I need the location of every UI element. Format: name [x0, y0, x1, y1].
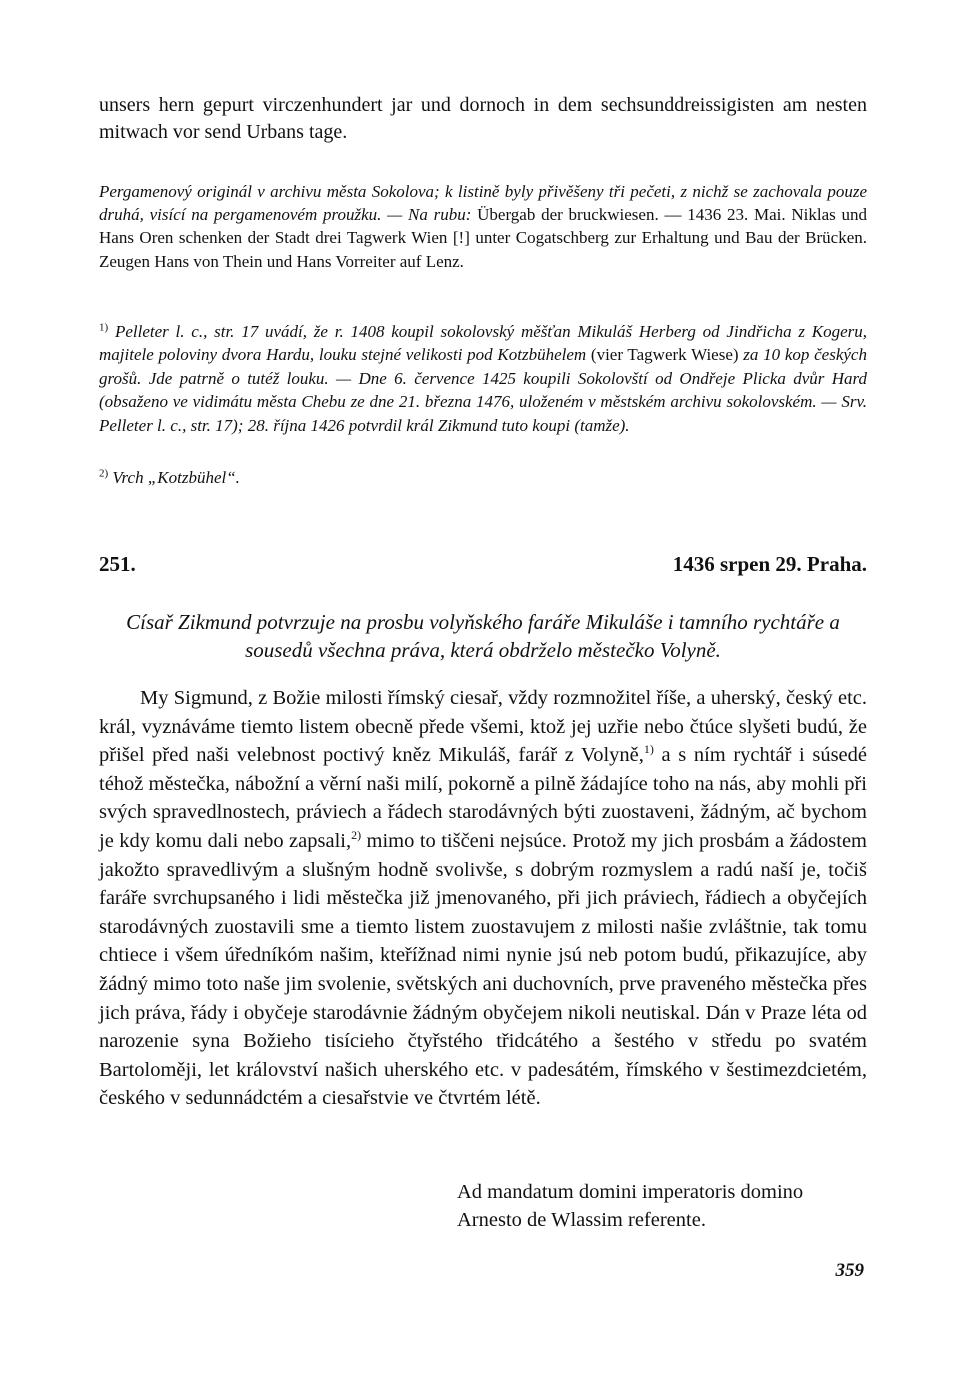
- document-date-place: 1436 srpen 29. Praha.: [672, 552, 867, 576]
- footnote-1-marker: 1): [99, 321, 109, 334]
- closing-line-1: Ad mandatum domini imperatoris domino: [457, 1181, 804, 1203]
- footnote-1-text-b: (vier Tagwerk Wiese): [590, 345, 739, 365]
- footnote-ref-2: 2): [351, 828, 362, 843]
- document-regest: Císař Zikmund potvrzuje na prosbu volyňského faráře Mikuláše i tamního rychtáře a sousedů všechna práva, která obdrželo městečko Volyně.: [126, 610, 840, 662]
- archive-note-roman: Übergab der bruckwiesen. — 1436 23. Mai. Niklas und Hans Oren schenken der Stadt drei Tagwerk Wien [!] unter Cogatschberg zur Erhaltung und Bau der Brücken. Zeugen Hans von Thein und Hans Vorreiter auf Lenz.: [99, 205, 868, 271]
- footnote-2-text: Vrch „Kotzbühel“.: [112, 468, 240, 487]
- closing-line-2: Arnesto de Wlassim referente.: [457, 1209, 706, 1231]
- document-header: [99, 552, 867, 580]
- body-text-a: My Sigmund, z Božie milosti římský ciesař, vždy rozmnožitel říše, a uherský, český etc. král, vyznáváme tiemto listem obecně přede všemi, ktož jej uzřie nebo čtúce slyšeti budú, že přišel před naši velebnost poctivý kněz Mikuláš, farář z Volyně,: [99, 687, 867, 767]
- footnote-2-marker: 2): [99, 467, 109, 480]
- archive-note: [99, 180, 867, 273]
- document-number: 251.: [99, 552, 136, 576]
- footnote-1-text-a: Pelleter l. c., str. 17 uvádí, že r. 1408 koupil sokolovský měšťan Mikuláš Herberg od Jindřicha z Kogeru, majitele poloviny dvora Hardu, louku stejné velikosti pod Kotzbühelem: [99, 322, 868, 365]
- closing-formula: [457, 1178, 877, 1234]
- page-number: 359: [835, 1260, 864, 1281]
- footnote-ref-1: 1): [643, 742, 654, 757]
- intro-paragraph: unsers hern gepurt virczenhundert jar und dornoch in dem sechsunddreissigisten am nesten mitwach vor send Urbans tage.: [99, 94, 867, 143]
- archive-note-italic: Pergamenový originál v archivu města Sokolova; k listině byly přivěšeny tři pečeti, z nichž se zachovala pouze druhá, visící na pergamenovém proužku. — Na rubu:: [99, 182, 867, 225]
- footnote-2: [99, 466, 867, 489]
- footnote-1-text-c: za 10 kop českých grošů. Jde patrně o tutéž louku. — Dne 6. července 1425 koupili Sokolovští od Ondřeje Plicka dvůr Hard (obsaženo ve vidimátu města Chebu ze dne 21. března 1476, uloženém v městském archivu sokolovském. — Srv. Pelleter l. c., str. 17); 28. října 1426 potvrdil král Zikmund tuto koupi (tamže).: [99, 345, 867, 435]
- body-text-c: mimo to tiščeni nejsúce. Protož my jich prosbám a žádostem jakožto spravedlivým a slušným hodně svolivše, s dobrým rozmyslem a radú naší je, točiš faráře svrchupsaného i lidi městečka již jmenovaného, při jich práviech, řádiech a obyčejích starodávných zuostavili sme a tiemto listem zuostavujem z milosti našie zvláštnie, tak tomu chtiece i všem úředníkóm našim, kteřížnad nimi nynie jsú neb potom budú, přikazujíce, aby žádný mimo toto naše jim svolenie, světských ani duchovních, prve praveného městečka přes jich práva, řády i obyčeje starodávnie žádným obyčejem nikoli neutiskal. Dán v Praze léta od narozenie syna Božieho tisícieho čtyřstého třidcátého a šestého v středu po svatém Bartoloměji, let království našich uherského etc. v padesátém, římského v šestimezdcietém, českého v sedunnádctém a ciesařstvie ve čtvrtém létě.: [99, 829, 867, 1110]
- footnote-1: [99, 320, 867, 437]
- document-body: [99, 684, 867, 1113]
- body-text-b: a s ním rychtář i súsedé téhož městečka, nábožní a věrní naši milí, pokorně a pilně žádajíce toho na nás, aby mohli při svých spravedlnostech, práviech a řádech starodávných býti zuostaveni, žádným, ač bychom je kdy komu dali nebo zapsali,: [99, 744, 867, 852]
